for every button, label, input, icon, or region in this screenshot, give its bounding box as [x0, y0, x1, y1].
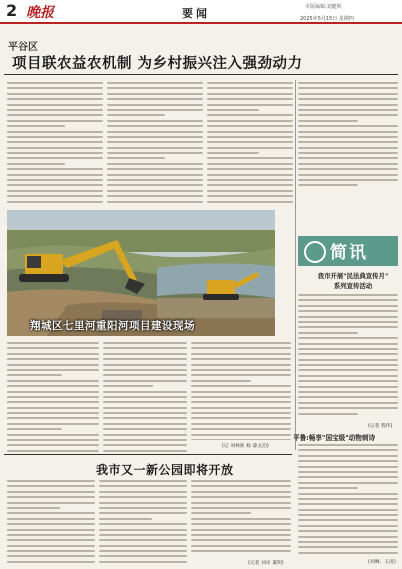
newspaper-brand-logo: 晚报 [26, 5, 54, 21]
second-article-headline: 我市又一新公园即将开放 [96, 463, 234, 477]
lead-article-column-6 [103, 342, 187, 454]
lead-article-column-5 [7, 342, 99, 454]
brief-item-2-body [298, 444, 398, 556]
second-article-rule [4, 454, 292, 455]
column-divider [295, 80, 296, 450]
lead-article-column-7 [191, 342, 291, 440]
brief-item-1-byline: (记者 程伟) [368, 424, 393, 429]
lead-article-column-3 [207, 82, 293, 206]
editor-credit: 本版编辑:刘健辉 [305, 4, 342, 10]
article-kicker: 平谷区 [8, 42, 38, 53]
second-article-column-2 [99, 480, 187, 564]
lead-article-byline: (记 刘林新 杨 漆文泊) [222, 444, 269, 449]
brief-item-2-byline: (刘琳、玉清) [368, 560, 396, 565]
lead-headline: 项目联农益农机制 为乡村振兴注入强劲动力 [12, 56, 303, 72]
page-number: 2 [6, 1, 18, 20]
lead-article-column-2 [107, 82, 203, 206]
photo-caption: 翔城区七里河重阳河项目建设现场 [30, 320, 195, 332]
lead-article-column-4 [298, 82, 398, 222]
headline-rule [4, 74, 398, 75]
lead-article-column-1 [7, 82, 103, 206]
brief-item-1-title-line-1: 我市开展"民法典宣传月" [317, 272, 389, 280]
second-article-column-1 [7, 480, 95, 564]
second-article-byline: (记者 刘卓 董明) [248, 561, 284, 566]
brief-section-title: 简讯 [330, 243, 368, 263]
section-title: 要闻 [182, 7, 210, 20]
brief-circle-icon [304, 241, 326, 263]
brief-item-2-title: 平鲁:畅享"国宝级"动物刺诗 [293, 434, 376, 442]
second-article-column-3 [191, 480, 291, 558]
brief-item-1-body [298, 294, 398, 420]
issue-date: 2025年5月15日 星期四 [300, 16, 354, 22]
brief-item-1-title-line-2: 系列宣传活动 [333, 282, 373, 290]
